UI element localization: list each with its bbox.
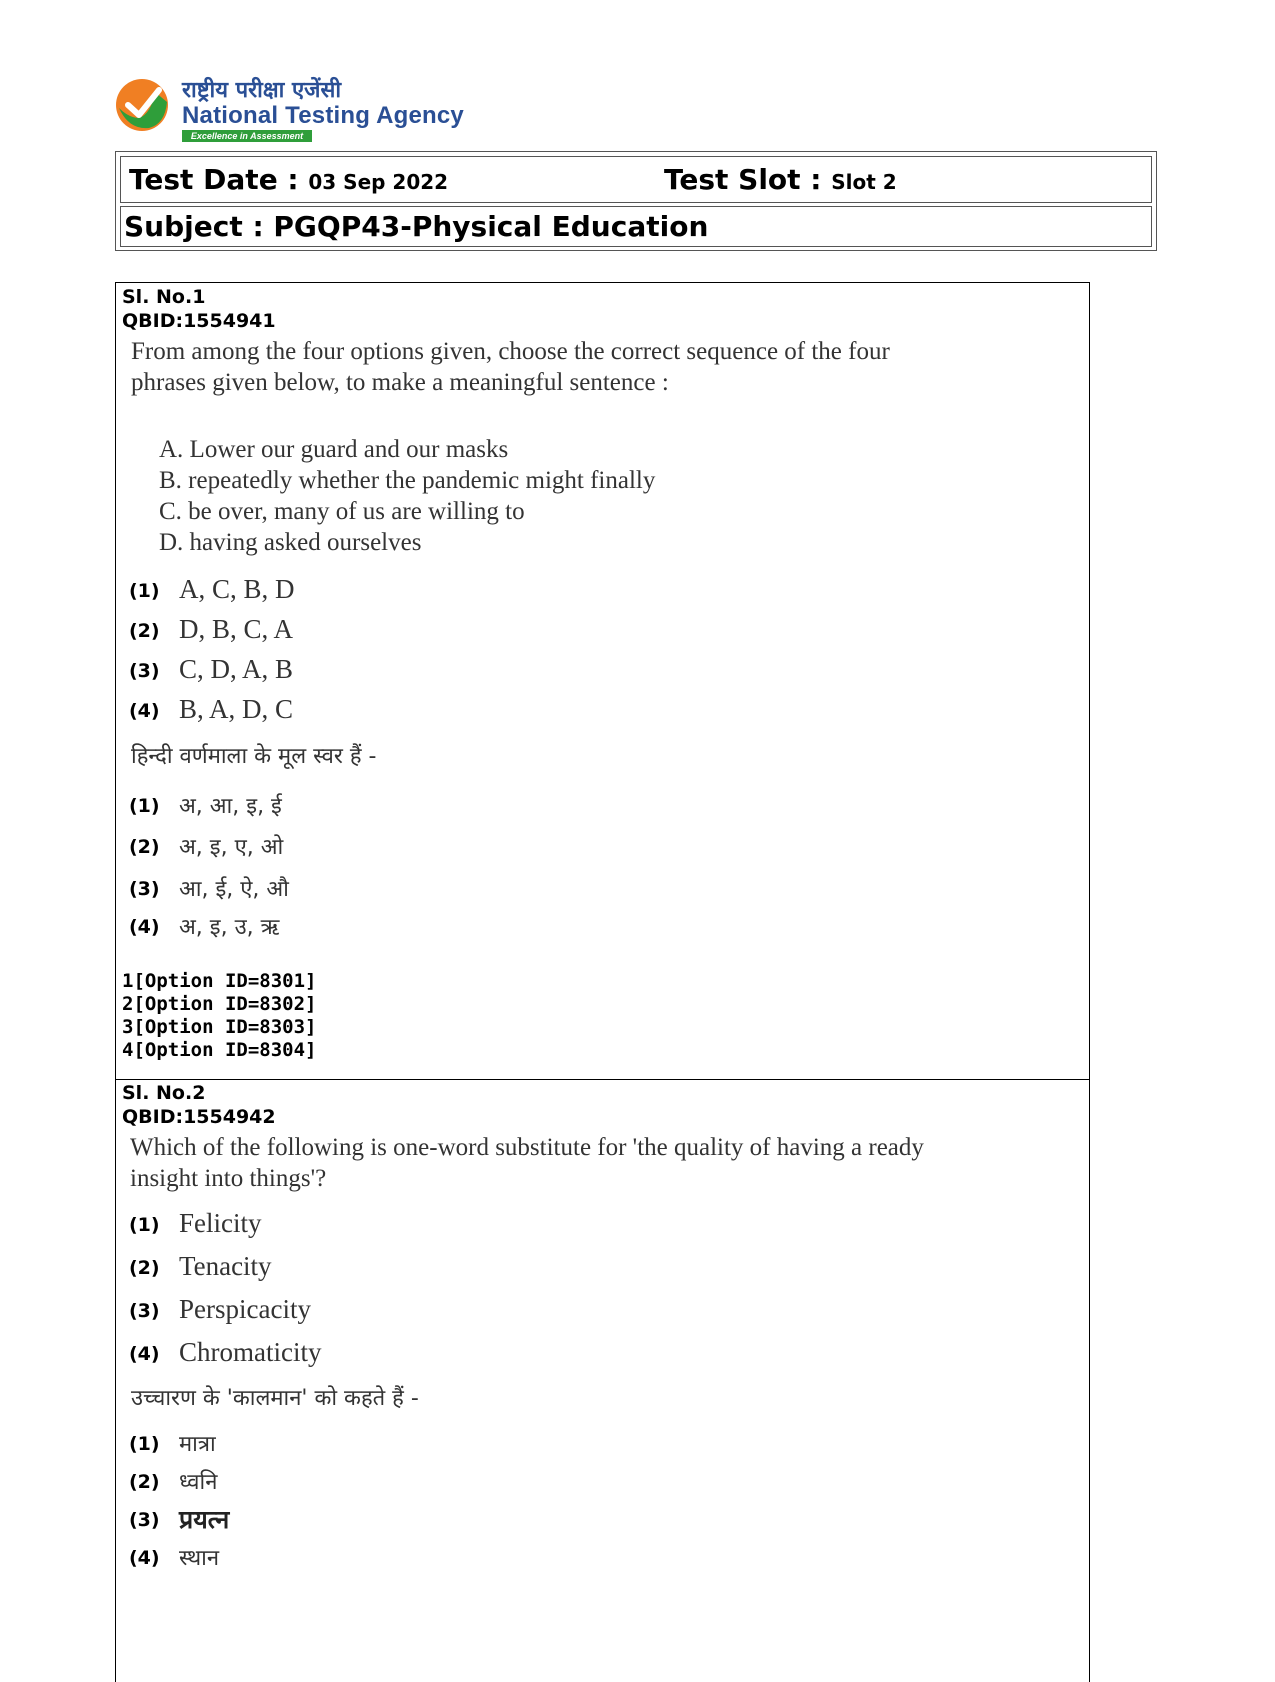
question-text-line-1: Which of the following is one-word substitute for 'the quality of having a ready <box>130 1134 924 1161</box>
subject-title: Subject : PGQP43-Physical Education <box>124 210 709 243</box>
hindi-question-text: उच्चारण के 'कालमान' को कहते हैं - <box>131 1386 419 1411</box>
serial-number: Sl. No.1 <box>122 286 206 308</box>
question-text-line-2: insight into things'? <box>130 1165 327 1192</box>
phrase-c: C. be over, many of us are willing to <box>159 498 525 525</box>
question-bank-id: QBID:1554941 <box>122 310 276 332</box>
subject-row <box>120 206 1152 247</box>
test-date-value: 03 Sep 2022 <box>308 170 449 194</box>
hindi-option-text: ध्वनि <box>179 1470 218 1495</box>
hindi-option-text: अ, इ, ए, ओ <box>179 835 284 860</box>
option-id: 4[Option ID=8304] <box>122 1039 317 1061</box>
test-slot <box>664 163 897 196</box>
agency-name: National Testing Agency <box>182 102 464 129</box>
question-divider <box>115 1079 1090 1080</box>
option-id: 3[Option ID=8303] <box>122 1016 317 1038</box>
option-text: C, D, A, B <box>179 654 294 684</box>
test-info-box <box>115 151 1157 251</box>
option-text: Tenacity <box>179 1251 272 1281</box>
option-id: 1[Option ID=8301] <box>122 970 317 992</box>
test-slot-label: Test Slot : <box>664 163 822 196</box>
test-date <box>129 163 448 196</box>
hindi-question-text: हिन्दी वर्णमाला के मूल स्वर हैं - <box>131 744 377 769</box>
question-text-line-1: From among the four options given, choose the correct sequence of the four <box>131 338 890 365</box>
hindi-option-number: (2) <box>129 836 160 858</box>
option-text: Felicity <box>179 1208 262 1238</box>
hindi-option-number: (3) <box>129 878 160 900</box>
option-number: (3) <box>129 660 160 682</box>
agency-hindi-name: राष्ट्रीय परीक्षा एजेंसी <box>182 78 342 103</box>
test-date-slot-row <box>120 156 1152 203</box>
agency-tagline: Excellence in Assessment <box>182 130 312 142</box>
option-number: (1) <box>129 580 160 602</box>
option-text: A, C, B, D <box>179 574 295 604</box>
hindi-option-text: आ, ई, ऐ, औ <box>179 877 289 902</box>
nta-logo <box>115 74 475 144</box>
hindi-option-text: मात्रा <box>179 1432 216 1457</box>
hindi-option-number: (1) <box>129 1433 160 1455</box>
phrase-a: A. Lower our guard and our masks <box>159 436 509 463</box>
option-text: Chromaticity <box>179 1337 322 1367</box>
test-slot-value: Slot 2 <box>831 170 897 194</box>
hindi-option-text: स्थान <box>179 1546 220 1571</box>
test-date-label: Test Date : <box>129 163 299 196</box>
option-number: (2) <box>129 1257 160 1279</box>
hindi-option-number: (2) <box>129 1471 160 1493</box>
option-number: (2) <box>129 620 160 642</box>
phrase-b: B. repeatedly whether the pandemic might finally <box>159 467 656 494</box>
option-id: 2[Option ID=8302] <box>122 993 317 1015</box>
option-number: (4) <box>129 700 160 722</box>
option-number: (1) <box>129 1214 160 1236</box>
hindi-option-text: अ, आ, इ, ई <box>179 794 282 819</box>
hindi-option-number: (4) <box>129 1547 160 1569</box>
serial-number: Sl. No.2 <box>122 1082 206 1104</box>
hindi-option-number: (4) <box>129 916 160 938</box>
phrase-d: D. having asked ourselves <box>159 529 422 556</box>
checkmark-logo-icon <box>115 78 169 132</box>
option-number: (3) <box>129 1300 160 1322</box>
option-text: B, A, D, C <box>179 694 294 724</box>
option-text: Perspicacity <box>179 1294 311 1324</box>
question-text-line-2: phrases given below, to make a meaningful sentence : <box>131 369 669 396</box>
hindi-option-text: अ, इ, उ, ऋ <box>179 915 280 940</box>
option-text: D, B, C, A <box>179 614 294 644</box>
hindi-option-text: प्रयत्न <box>179 1505 230 1534</box>
hindi-option-number: (1) <box>129 795 160 817</box>
hindi-option-number: (3) <box>129 1509 160 1531</box>
question-bank-id: QBID:1554942 <box>122 1106 276 1128</box>
option-number: (4) <box>129 1343 160 1365</box>
